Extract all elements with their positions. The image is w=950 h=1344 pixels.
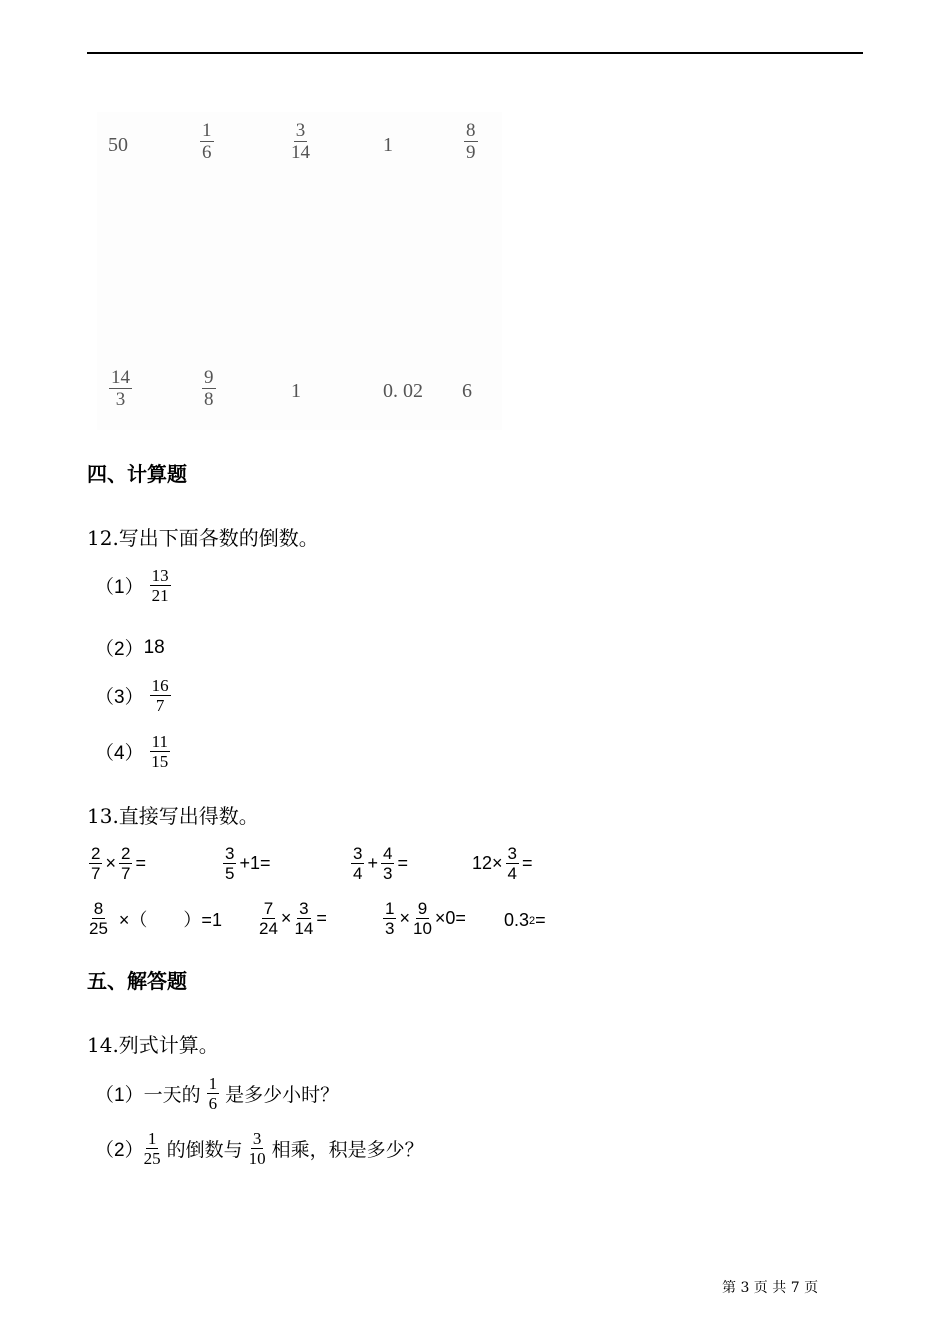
q13-prompt: 13.直接写出得数。 — [87, 804, 259, 828]
q12-item-1: （1） $\frac{13}{21}$ — [95, 566, 169, 605]
header-rule — [87, 52, 863, 54]
q13-expr-5: $\frac{8}{25}$ ×（ ）=1 — [89, 899, 222, 938]
page-footer: 第 3 页 共 7 页 — [722, 1280, 819, 1296]
q14-prompt: 14.列式计算。 — [87, 1033, 219, 1057]
grid-r2c3: 1 — [291, 380, 301, 402]
q12-item-4: （4） $\frac{11}{15}$ — [95, 732, 169, 771]
q13-expr-8: 0.3 2 = — [504, 910, 546, 930]
q14-part-2: （2） $\frac{1}{25}$ 的倒数与 $\frac{3}{10}$ 相乘，积是多少？ — [95, 1129, 424, 1168]
grid-r1c1: 50 — [108, 134, 128, 156]
q13-expr-1: $\frac{2}{7}$ × $\frac{2}{7}$ = — [91, 844, 146, 883]
grid-r2c1: $\frac{14}{3}$ — [111, 367, 130, 410]
grid-r2c2: $\frac{9}{8}$ — [204, 367, 214, 410]
grid-r2c4: 0. 02 — [383, 380, 423, 402]
grid-r1c3: $\frac{3}{14}$ — [291, 120, 310, 163]
q13-expr-7: $\frac{1}{3}$ × $\frac{9}{10}$ ×0= — [385, 899, 466, 938]
q13-expr-4: 12× $\frac{3}{4}$ = — [472, 844, 533, 883]
q14-part-1: （1） 一天的 $\frac{1}{6}$ 是多少小时？ — [95, 1074, 340, 1113]
q12-prompt: 12.写出下面各数的倒数。 — [87, 526, 319, 550]
q12-item-2: （2） 18 — [95, 636, 165, 660]
q13-expr-3: $\frac{3}{4}$ + $\frac{4}{3}$ = — [353, 844, 408, 883]
grid-r1c4: 1 — [383, 134, 393, 156]
section-heading-4: 四、计算题 — [87, 462, 187, 486]
q13-expr-6: $\frac{7}{24}$ × $\frac{3}{14}$ = — [259, 899, 327, 938]
section-heading-5: 五、解答题 — [87, 969, 187, 993]
grid-r2c5: 6 — [462, 380, 472, 402]
q12-item-3: （3） $\frac{16}{7}$ — [95, 676, 169, 715]
grid-r1c2: $\frac{1}{6}$ — [202, 120, 212, 163]
q13-expr-2: $\frac{3}{5}$ +1= — [225, 844, 271, 883]
grid-r1c5: $\frac{8}{9}$ — [466, 120, 476, 163]
